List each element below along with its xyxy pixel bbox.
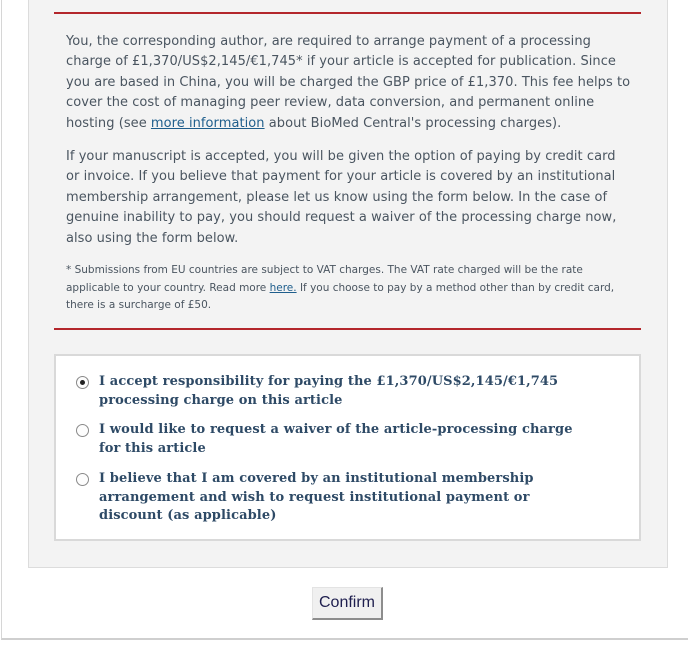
more-information-link[interactable]: more information bbox=[150, 115, 265, 131]
payment-options-group bbox=[54, 354, 641, 541]
radio-request-waiver[interactable] bbox=[76, 424, 89, 437]
charges-text-start: You, the corresponding author, are required to arrange payment of a processing charge of £1,370/US$2,145/€1,745* if your article is accepted for publication. Since you are based in China, you will be charged the GBP price of £1,370. This fee helps to cover the cost of managing peer review, data conversion, and permanent online hosting (see bbox=[66, 34, 631, 131]
option-institutional-membership-label: I believe that I am covered by an institutional membership arrangement and wish to request institutional payment or discount (as applicable) bbox=[99, 471, 534, 523]
option-accept-responsibility[interactable] bbox=[76, 373, 596, 410]
vat-note-end: If you choose to pay by a method other than by credit card, there is a surcharge of £50. bbox=[66, 281, 615, 311]
charges-text-end: about BioMed Central's processing charges). bbox=[264, 115, 562, 131]
bottom-divider bbox=[54, 328, 641, 330]
vat-read-more-link[interactable]: here. bbox=[269, 281, 297, 294]
charges-paragraph bbox=[66, 32, 632, 134]
radio-institutional-membership[interactable] bbox=[76, 473, 89, 486]
vat-note-start: * Submissions from EU countries are subject to VAT charges. The VAT rate charged will be the rate applicable to your country. Read more bbox=[66, 264, 583, 294]
option-institutional-membership[interactable] bbox=[76, 470, 596, 526]
option-accept-responsibility-label: I accept responsibility for paying the £1,370/US$2,145/€1,745 processing charge on this article bbox=[99, 374, 559, 408]
top-divider bbox=[54, 12, 641, 14]
option-request-waiver[interactable] bbox=[76, 421, 596, 458]
payment-options-paragraph: If your manuscript is accepted, you will be given the option of paying by credit card or invoice. If you believe that payment for your article is covered by an institutional membership arrangement, please let us know using the form below. In the case of genuine inability to pay, you should request a waiver of the processing charge now, also using the form below. bbox=[66, 149, 617, 246]
confirm-button[interactable]: Confirm bbox=[312, 587, 383, 620]
vat-note bbox=[66, 262, 626, 315]
radio-accept-responsibility[interactable] bbox=[76, 376, 89, 389]
option-request-waiver-label: I would like to request a waiver of the article-processing charge for this article bbox=[99, 422, 573, 456]
